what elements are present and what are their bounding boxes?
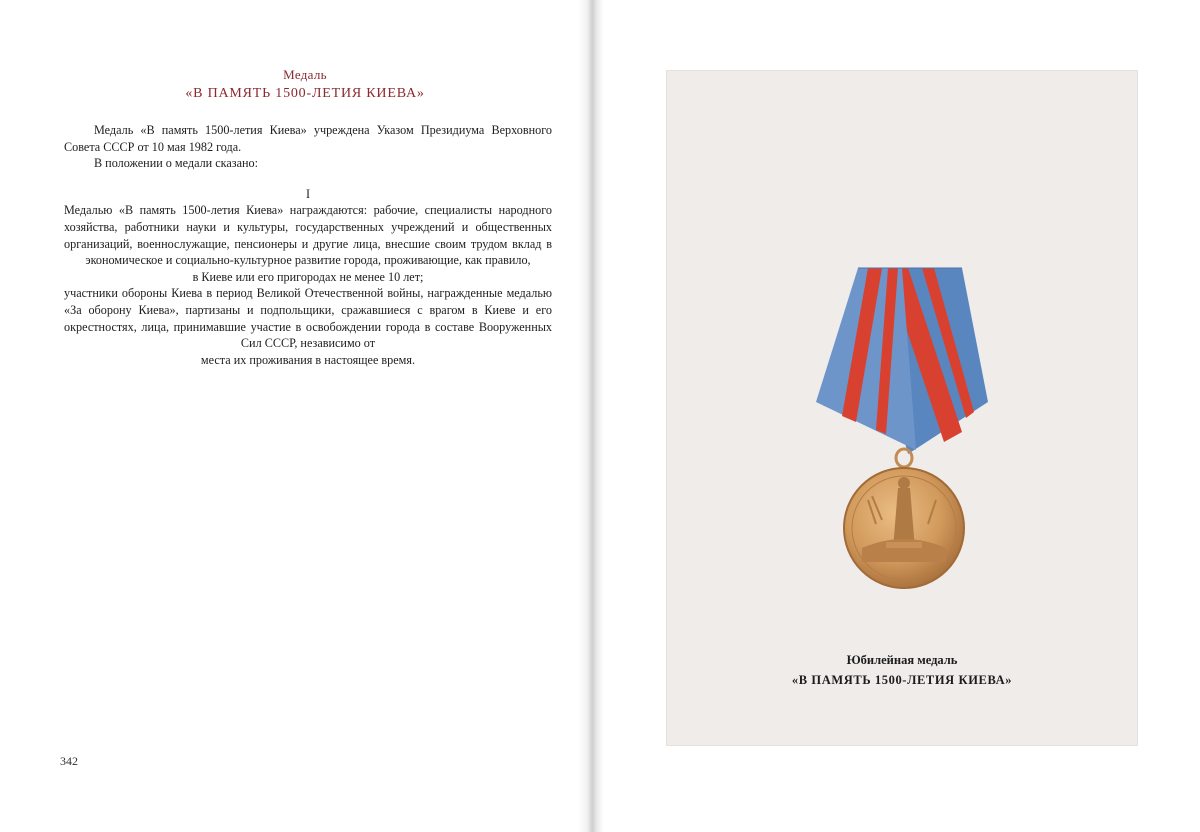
medal-ring: [896, 449, 912, 467]
body-paragraph-2: участники обороны Киева в период Великой Отечественной войны, награжденные медалью «За оборону Киева», партизаны и подпольщики, сражавшиеся с врагом в Киеве и его окрестностях, лица, принимавшие участие в освобождении города в составе Вооруженных Сил СССР, независимо от: [64, 286, 552, 351]
statute-text: [64, 122, 552, 368]
caption-line-1: Юбилейная медаль: [846, 653, 958, 667]
page-number: 342: [60, 754, 78, 768]
left-page: [0, 0, 585, 832]
body-paragraph-1-end: в Киеве или его пригородах не менее 10 лет;: [192, 269, 424, 284]
book-gutter: [578, 0, 604, 832]
heading-kicker: Медаль: [283, 67, 327, 82]
intro-lead: В положении о медали сказано:: [94, 156, 259, 171]
body-paragraph-2-end: места их проживания в настоящее время.: [200, 352, 416, 367]
medal-heading: [60, 66, 550, 103]
heading-title: «В ПАМЯТЬ 1500-ЛЕТИЯ КИЕВА»: [185, 86, 425, 101]
body-paragraph-1: Медалью «В память 1500-летия Киева» награждаются: рабочие, специалисты народного хозяйства, работники науки и культуры, государственных учреждений и общественных организаций, военнослужащие, пенсионеры и другие лица, внесшие своим трудом вклад в экономическое и социально-культурное развитие города, проживающие, как правило,: [64, 203, 552, 268]
intro-paragraph: Медаль «В память 1500-летия Киева» учреждена Указом Президиума Верховного Совета СССР от 10 мая 1982 года.: [64, 123, 552, 154]
medal-illustration: [812, 262, 992, 592]
medal-disc: [844, 468, 964, 588]
caption-line-2: «В ПАМЯТЬ 1500-ЛЕТИЯ КИЕВА»: [791, 673, 1013, 687]
section-numeral: I: [305, 186, 311, 201]
ribbon: [816, 268, 988, 454]
plate-caption: [666, 650, 1138, 690]
